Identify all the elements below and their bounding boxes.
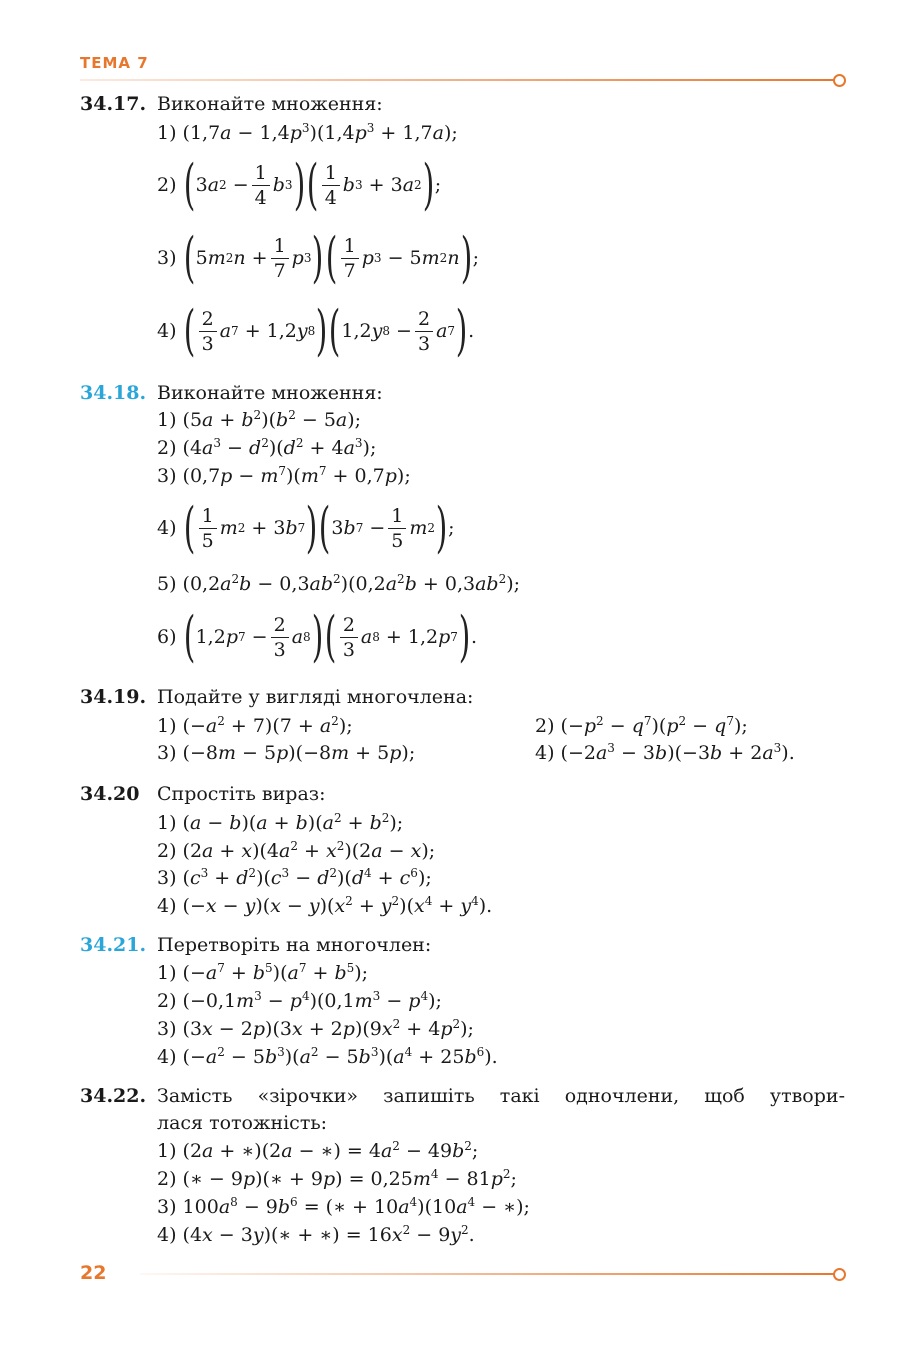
expression-p18-4: 4) ( $\frac{1}{5}$ m 2 + 3 b 7 ) ( 3 b 7 − $\frac{1}{5}$ m 2 ) ; [157, 496, 455, 559]
problem-title: Замість «зірочки» запишіть такі одночлени, щоб утвори- [157, 1085, 845, 1107]
expression-p21-1: 1) $(-a^7 + b^5)(a^7 + b^5)$; [157, 961, 369, 984]
problem-title-continuation: лася тотожність: [157, 1112, 328, 1134]
expression-p19-2: 2) $(-p^2 - q^7)(p^2 - q^7)$; [535, 714, 748, 737]
problem-title: Виконайте множення: [157, 93, 383, 115]
expression-p18-1: 1) $(5a + b^2)(b^2 - 5a)$; [157, 408, 362, 431]
expression-p21-3: 3) $(3x - 2p)(3x + 2p)(9x^2 + 4p^2)$; [157, 1017, 474, 1040]
problem-number: 34.22. [80, 1085, 147, 1107]
expression-p21-4: 4) $(-a^2 - 5b^3)(a^2 - 5b^3)(a^4 + 25b^6)$. [157, 1045, 498, 1068]
expression-p17-1: 1) $(1,7a - 1,4p^3)(1,4p^3 + 1,7a)$; [157, 121, 458, 144]
header-rule-end-circle [833, 74, 846, 87]
topic-header: ТЕМА 7 [80, 54, 149, 72]
problem-title: Подайте у вигляді многочлена: [157, 686, 474, 708]
expression-p19-1: 1) $(-a^2 + 7)(7 + a^2)$; [157, 714, 353, 737]
expression-p18-2: 2) $(4a^3 - d^2)(d^2 + 4a^3)$; [157, 436, 377, 459]
item-label: 4) [157, 320, 177, 342]
expression-p17-4: 4) ( $\frac{2}{3}$ a 7 + 1,2 y 8 ) ( 1,2 y 8 − $\frac{2}{3}$ a 7 ) . [157, 299, 475, 362]
page-number: 22 [80, 1262, 107, 1284]
problem-number: 34.20 [80, 783, 140, 805]
expression-p18-3: 3) $(0,7p - m^7)(m^7 + 0,7p)$; [157, 464, 411, 487]
expression-p17-2: 2) ( 3 a 2 − $\frac{1}{4}$ b 3 ) ( $\frac{1}{4}$ b 3 + 3 a 2 ) ; [157, 153, 442, 216]
problem-number: 34.18. [80, 382, 147, 404]
expression-p20-2: 2) $(2a + x)(4a^2 + x^2)(2a - x)$; [157, 839, 436, 862]
expression-p17-3: 3) ( 5 m 2 n + $\frac{1}{7}$ p 3 ) ( $\frac{1}{7}$ p 3 − 5 m 2 n ) ; [157, 226, 480, 289]
problem-title: Виконайте множення: [157, 382, 383, 404]
expression-p18-6: 6) ( 1,2 p 7 − $\frac{2}{3}$ a 8 ) ( $\frac{2}{3}$ a 8 + 1,2 p 7 ) . [157, 605, 478, 668]
item-label: 2) [157, 174, 177, 196]
expression-p22-3: 3) $100a^8 - 9b^6$ = (∗ + $10a^4)(10a^4$ − ∗); [157, 1195, 530, 1218]
expression-p22-4: 4) (4x − 3y)(∗ + ∗) = $16x^2 - 9y^2$. [157, 1223, 475, 1246]
problem-number: 34.19. [80, 686, 147, 708]
expression-p19-3: 3) (−8m − 5p)(−8m + 5p); [157, 742, 416, 764]
expression-p22-2: 2) (∗ − 9p)(∗ + $9p) = 0,25m^4 - 81p^2$; [157, 1167, 517, 1190]
problem-number: 34.21. [80, 934, 147, 956]
problem-number: 34.17. [80, 93, 147, 115]
expression-p20-1: 1) $(a - b)(a + b)(a^2 + b^2)$; [157, 811, 404, 834]
expression-p22-1: 1) (2a + ∗)(2a − ∗) = $4a^2 - 49b^2$; [157, 1139, 479, 1162]
expression-p19-4: 4) $(-2a^3 - 3b)(-3b + 2a^3)$. [535, 741, 795, 764]
item-label: 3) [157, 247, 177, 269]
expression-p21-2: 2) $(-0,1m^3 - p^4)(0,1m^3 - p^4)$; [157, 989, 442, 1012]
expression-p18-5: 5) $(0,2a^2b - 0,3ab^2)(0,2a^2b + 0,3ab^2)$; [157, 572, 521, 595]
expression-p20-3: 3) $(c^3 + d^2)(c^3 - d^2)(d^4 + c^6)$; [157, 866, 432, 889]
expression-p20-4: 4) $(-x - y)(x - y)(x^2 + y^2)(x^4 + y^4)$. [157, 894, 493, 917]
footer-rule [140, 1273, 836, 1275]
footer-rule-end-circle [833, 1268, 846, 1281]
problem-title: Перетворіть на многочлен: [157, 934, 432, 956]
problem-title: Спростіть вираз: [157, 783, 326, 805]
header-rule [80, 79, 836, 81]
